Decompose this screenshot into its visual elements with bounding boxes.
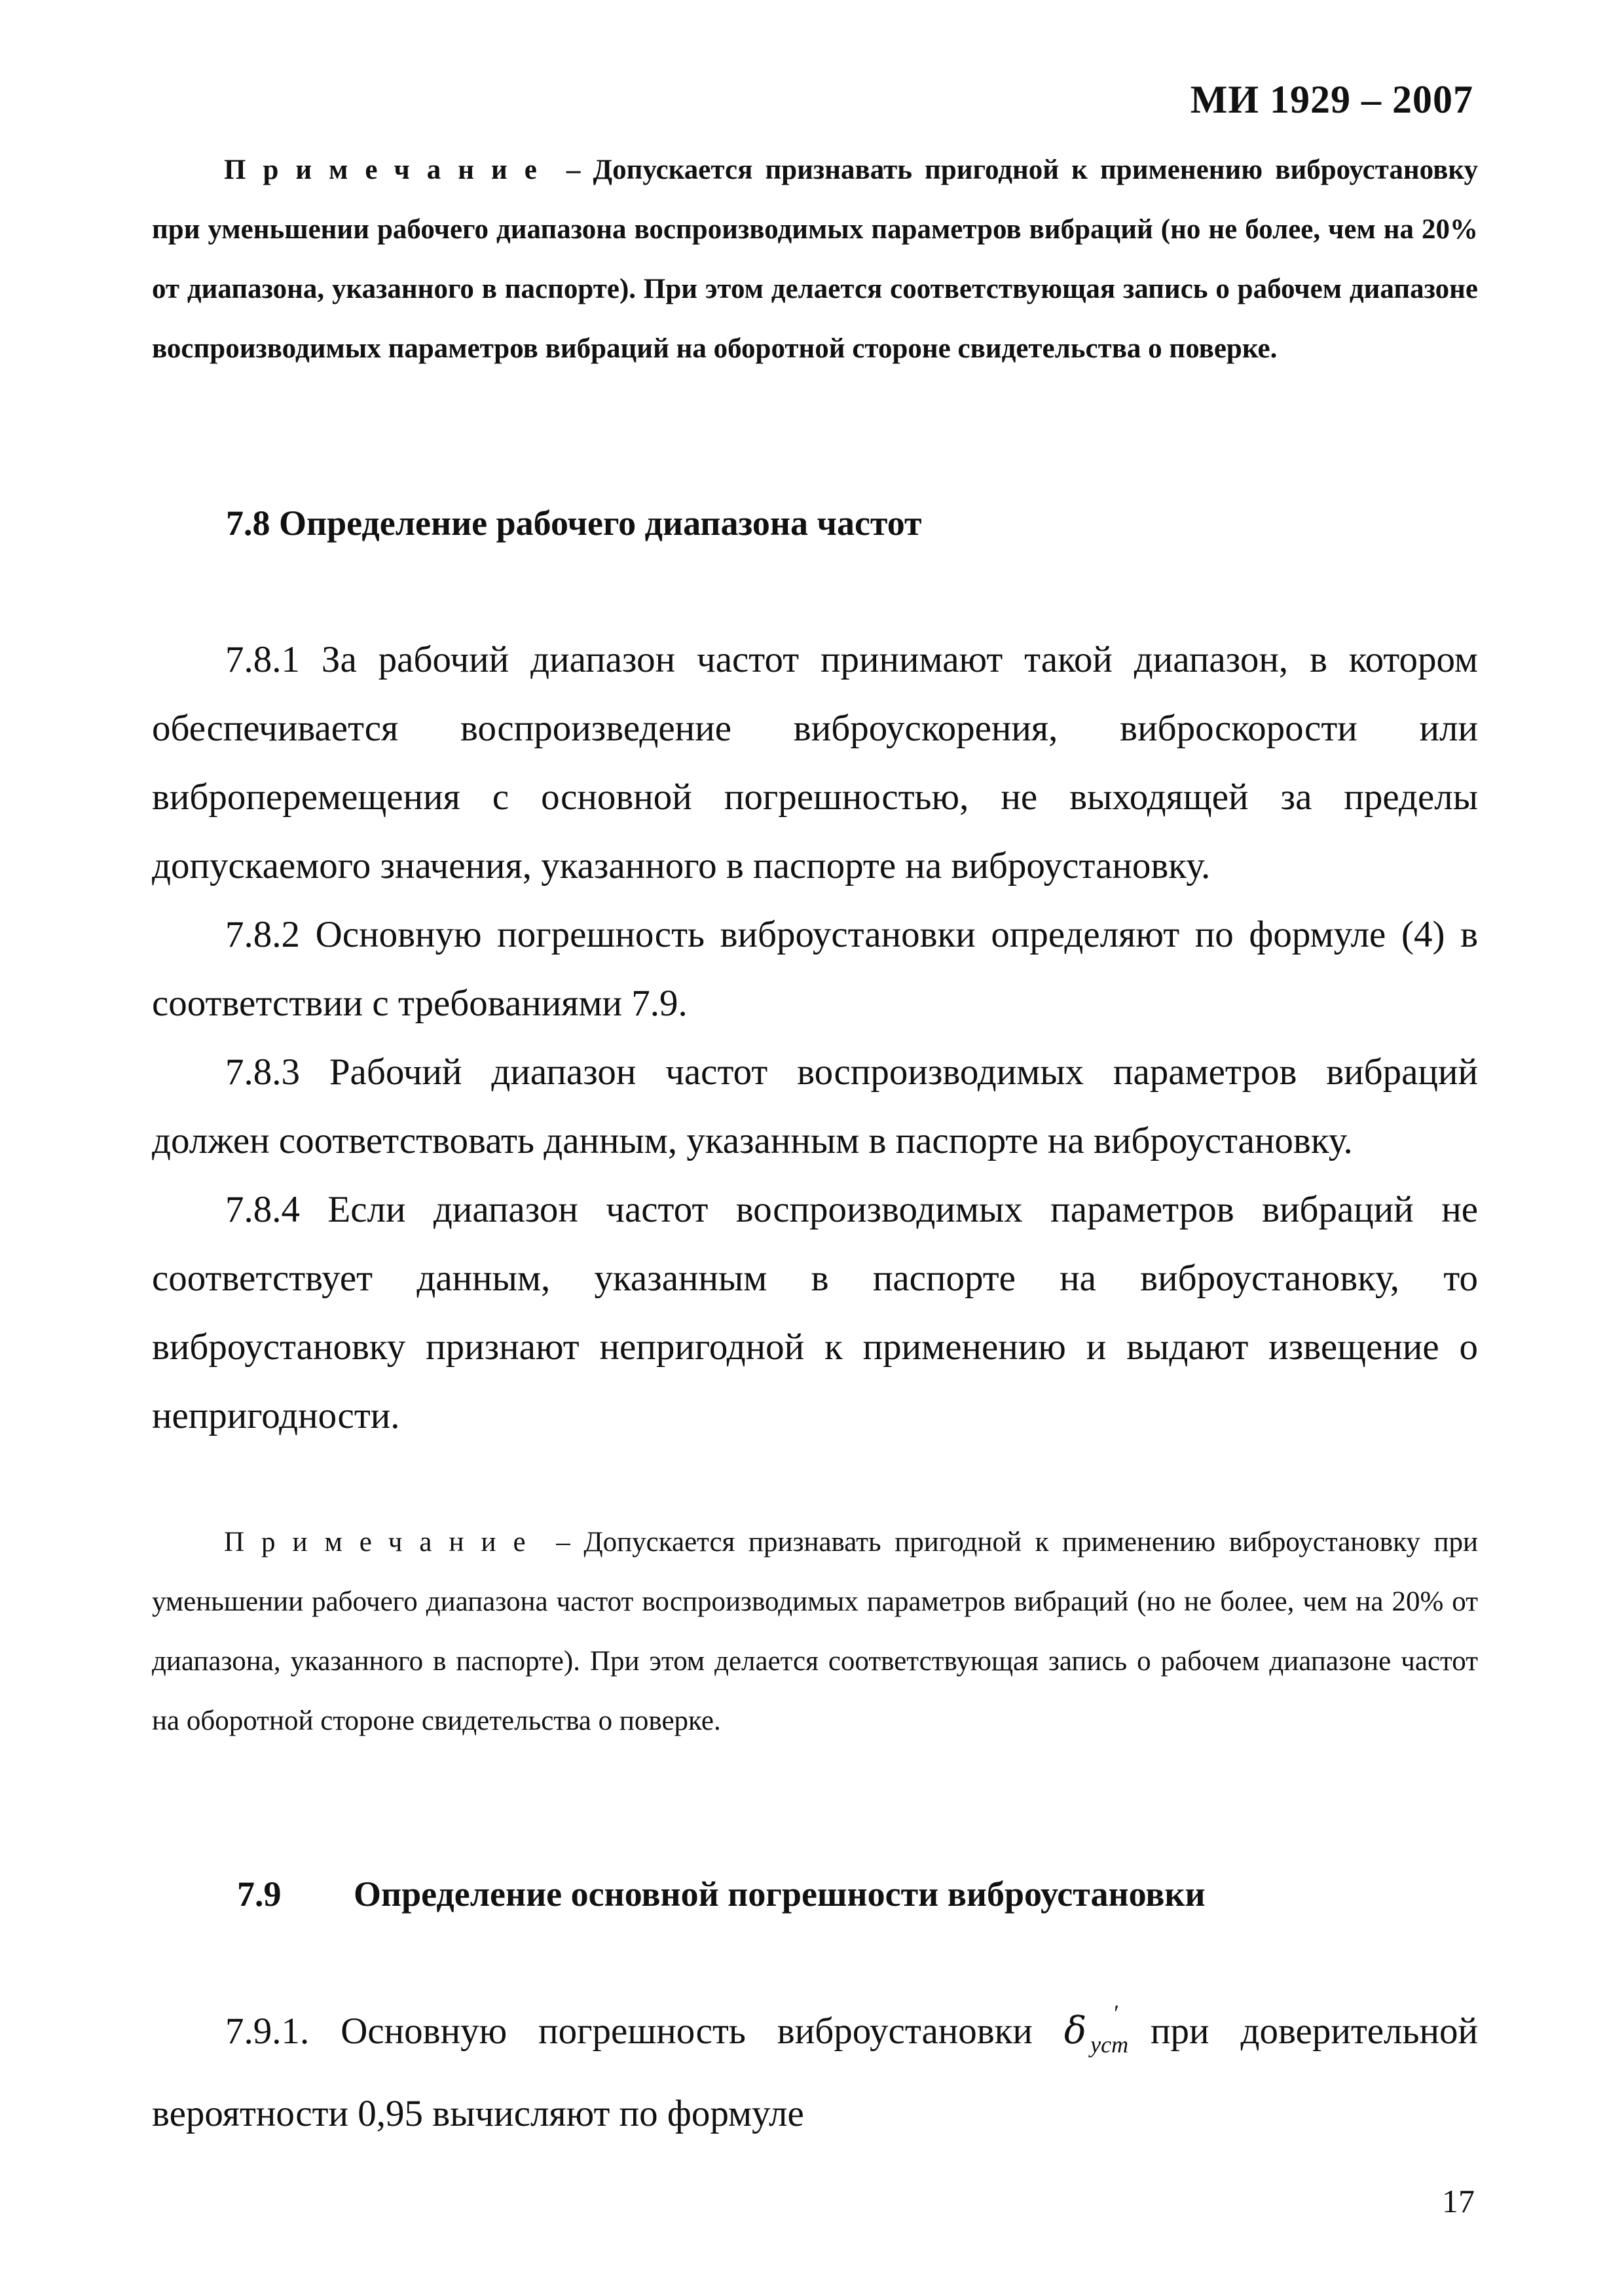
paragraph-7-9-1-start: 7.9.1. Основную погрешность виброустановки bbox=[225, 2011, 1064, 2052]
note-1-label: Примечание bbox=[224, 155, 554, 185]
note-1-text: – Допускается признавать пригодной к применению виброустановку при уменьшении рабочего диапазона воспроизводимых параметров вибраций (но не более, чем на 20% от диапазона, указанного в паспорте). При этом делается соответствующая запись о рабочем диапазоне воспроизводимых параметров вибраций на оборотной стороне свидетельства о поверке. bbox=[152, 155, 1478, 364]
section-7-9-number: 7.9 bbox=[237, 1874, 282, 1914]
delta-symbol: δ bbox=[1063, 2009, 1087, 2052]
section-7-9-title bbox=[237, 1874, 1206, 1914]
paragraph-7-8-4: 7.8.4 Если диапазон частот воспроизводимых параметров вибраций не соответствует данным, указанным в паспорте на виброустановку, то виброустановку признают непригодной к применению и выдают извещение о непригодности. bbox=[152, 1189, 1478, 1436]
note-2-label: Примечание bbox=[224, 1527, 543, 1558]
section-7-8-body bbox=[152, 625, 1478, 1450]
paragraph-7-8-2: 7.8.2 Основную погрешность виброустановки определяют по формуле (4) в соответствии с требованиями 7.9. bbox=[152, 914, 1478, 1024]
note-2-text: – Допускается признавать пригодной к применению виброустановку при уменьшении рабочего диапазона частот воспроизводимых параметров вибраций (но не более, чем на 20% от диапазона, указанного в паспорте). При этом делается соответствующая запись о рабочем диапазоне частот на оборотной стороне свидетельства о поверке. bbox=[152, 1527, 1478, 1736]
paragraph-7-8-3: 7.8.3 Рабочий диапазон частот воспроизводимых параметров вибраций должен соответствовать данным, указанным в паспорте на виброустановку. bbox=[152, 1051, 1478, 1161]
paragraph-7-8-1: 7.8.1 За рабочий диапазон частот принимают такой диапазон, в котором обеспечивается воспроизведение виброускорения, виброскорости или виброперемещения с основной погрешностью, не выходящей за пределы допускаемого значения, указанного в паспорте на виброустановку. bbox=[152, 639, 1478, 886]
note-2 bbox=[152, 1512, 1478, 1751]
paragraph-7-9-1-end: при доверительной вероятности 0,95 вычисляют по формуле bbox=[152, 2011, 1478, 2134]
paragraph-7-9-1 bbox=[152, 1997, 1478, 2148]
document-code: МИ 1929 – 2007 bbox=[1190, 78, 1473, 121]
section-7-9-heading: Определение основной погрешности виброустановки bbox=[354, 1874, 1206, 1914]
note-1 bbox=[152, 140, 1478, 378]
delta-prime: ′ bbox=[1114, 2000, 1120, 2026]
delta-subscript: уст bbox=[1090, 2032, 1129, 2058]
page-number: 17 bbox=[1442, 2183, 1475, 2219]
section-7-9-body bbox=[152, 1997, 1478, 2148]
section-7-8-title: 7.8 Определение рабочего диапазона частот bbox=[226, 503, 922, 543]
